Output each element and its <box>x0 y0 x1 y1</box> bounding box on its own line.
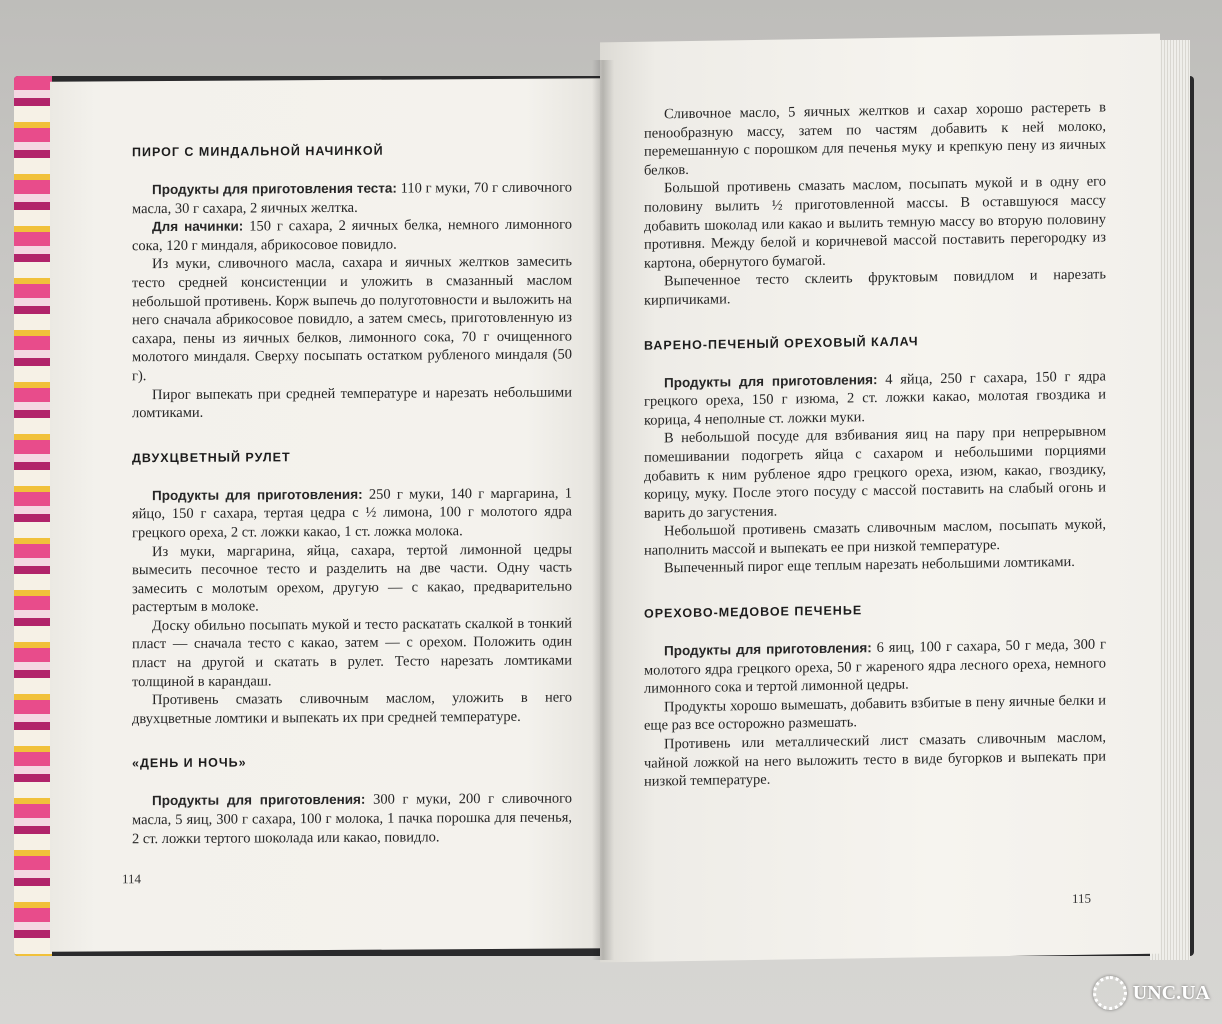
paragraph <box>132 383 572 423</box>
paragraph <box>644 173 1106 273</box>
paragraph-text: Сливочное масло, 5 яичных желтков и сахар хорошо растереть в пенообразную массу, затем по частям добавить к ней молоко, перемешанную с порошком для печенья муку и крепкую пену из яичных белков. <box>644 99 1106 179</box>
section-heading: «ДЕНЬ И НОЧЬ» <box>132 755 247 771</box>
paragraph-text: Противень или металлический лист смазать сливочным маслом, чайной ложкой на него выложить тесто в виде бугорков и выпекать при низкой температуре. <box>644 729 1106 790</box>
paragraph-text: 4 яйца, 250 г сахара, 150 г ядра грецкого ореха, 150 г изюма, 2 ст. ложки какао, молотая гвоздика и корица, 4 неполные ст. ложки муки. <box>644 367 1106 429</box>
paragraph-text: Небольшой противень смазать сливочным маслом, посыпать мукой, наполнить массой и выпекать ее при низкой температуре. <box>644 516 1106 559</box>
paragraph-text: Выпеченный пирог еще теплым нарезать небольшими ломтиками. <box>664 554 1075 577</box>
paragraph-text: Большой противень смазать маслом, посыпать мукой и в одну его половину вылить ½ приготовленной массы. В оставшуюся массу добавить шоколад или какао и вылить темную массу во вторую половину противня. Между белой и коричневой массой поставить перегородку из картона, обернутого бумагой. <box>644 173 1106 272</box>
cover-pattern-edge <box>14 76 52 956</box>
section-heading: ПИРОГ С МИНДАЛЬНОЙ НАЧИНКОЙ <box>132 143 384 160</box>
paragraph <box>132 179 572 219</box>
page-number: 114 <box>122 871 142 887</box>
right-page <box>600 34 1160 963</box>
paragraph <box>132 790 572 848</box>
paragraph-text: В небольшой посуде для взбивания яиц на пару при непрерывном помешивании подогреть яйца с сахаром и небольшими порциями добавить к ним рубленое ядро грецкого ореха, изюм, какао, гвоздику, корицу, муку. После этого посуду с массой поставить на слабый огонь и варить до загустения. <box>644 423 1106 522</box>
paragraph-text: 300 г муки, 200 г сливочного масла, 5 яиц, 300 г сахара, 100 г молока, 1 пачка порошка для печенья, 2 ст. ложки тертого шоколада или какао, повидло. <box>132 790 572 847</box>
paragraph-text: Продукты хорошо вымешать, добавить взбитые в пену яичные белки и еще раз все осторожно размешать. <box>644 692 1106 735</box>
paragraph-text: 250 г муки, 140 г маргарина, 1 яйцо, 150 г сахара, тертая цедра с ½ лимона, 100 г молотого ядра грецкого ореха, 2 ст. ложки какао, 1 ст. ложка молока. <box>132 485 572 542</box>
right-page-text <box>644 98 1106 791</box>
paragraph-label: Продукты для приготовления: <box>664 371 878 390</box>
paragraph <box>644 266 1106 310</box>
paragraph <box>132 484 572 542</box>
section-heading: ДВУХЦВЕТНЫЙ РУЛЕТ <box>132 449 291 465</box>
paragraph-text: 110 г муки, 70 г сливочного масла, 30 г сахара, 2 яичных желтка. <box>132 179 573 217</box>
paragraph-label: Для начинки: <box>152 218 244 235</box>
watermark <box>1093 976 1210 1010</box>
paragraph-text: Из муки, маргарина, яйца, сахара, тертой лимонной цедры вымесить песочное тесто и разделить на две части. Одну часть замесить с молотым орехом, другую — с какао, предварительно растертым в молоке. <box>132 541 572 616</box>
paragraph-label: Продукты для приготовления: <box>664 640 872 659</box>
paragraph <box>644 423 1106 523</box>
paragraph <box>132 216 572 256</box>
paragraph <box>132 540 572 617</box>
book-gutter-shadow <box>592 60 614 960</box>
paragraph <box>644 636 1106 699</box>
paragraph-label: Продукты для приготовления: <box>152 486 363 503</box>
page-number: 115 <box>1072 890 1092 906</box>
paragraph-label: Продукты для приготовления теста: <box>152 180 397 198</box>
section-heading: ВАРЕНО-ПЕЧЕНЫЙ ОРЕХОВЫЙ КАЛАЧ <box>644 333 919 353</box>
paragraph <box>132 614 572 691</box>
paragraph-text: Доску обильно посыпать мукой и тесто раскатать скалкой в тонкий пласт — сначала тесто с какао, затем — с орехом. Положить один пласт на другой и скатать в рулет. Тесто нарезать ломтиками толщиной в карандаш. <box>132 615 572 690</box>
paragraph <box>644 728 1106 791</box>
left-page-text <box>132 143 572 849</box>
watermark-text: UNC.UA <box>1132 981 1210 1004</box>
paragraph <box>644 98 1106 180</box>
paragraph-label: Продукты для приготовления: <box>152 792 366 809</box>
paragraph <box>132 253 572 386</box>
dotted-circle-logo-icon <box>1093 976 1127 1010</box>
paragraph-text: Пирог выпекать при средней температуре и нарезать небольшими ломтиками. <box>132 384 572 422</box>
paragraph-text: Противень смазать сливочным маслом, уложить в него двухцветные ломтики и выпекать их при средней температуре. <box>132 689 572 728</box>
paragraph <box>132 689 572 729</box>
paragraph-text: Из муки, сливочного масла, сахара и яичных желтков замесить тесто средней консистенции и уложить в смазанный маслом небольшой противень. Корж выпечь до полуготовности и выложить на него сначала абрикосовое повидло, а затем смесь, приготовленную из сахара, пены из яичных белков, лимонного сока, 70 г очищенного молотого миндаля. Сверху посыпать остатком рубленого миндаля (50 г). <box>132 253 572 385</box>
paragraph-text: 6 яиц, 100 г сахара, 50 г меда, 300 г молотого ядра грецкого ореха, 50 г жареного ядра лесного ореха, немного лимонного сока и тертой лимонной цедры. <box>644 636 1106 697</box>
section-heading: ОРЕХОВО-МЕДОВОЕ ПЕЧЕНЬЕ <box>644 603 863 621</box>
paragraph-text: 150 г сахара, 2 яичных белка, немного лимонного сока, 120 г миндаля, абрикосовое повидло. <box>132 216 572 254</box>
left-page <box>50 78 610 951</box>
paragraph-text: Выпеченное тесто склеить фруктовым повидлом и нарезать кирпичиками. <box>644 266 1106 309</box>
paragraph <box>644 367 1106 430</box>
